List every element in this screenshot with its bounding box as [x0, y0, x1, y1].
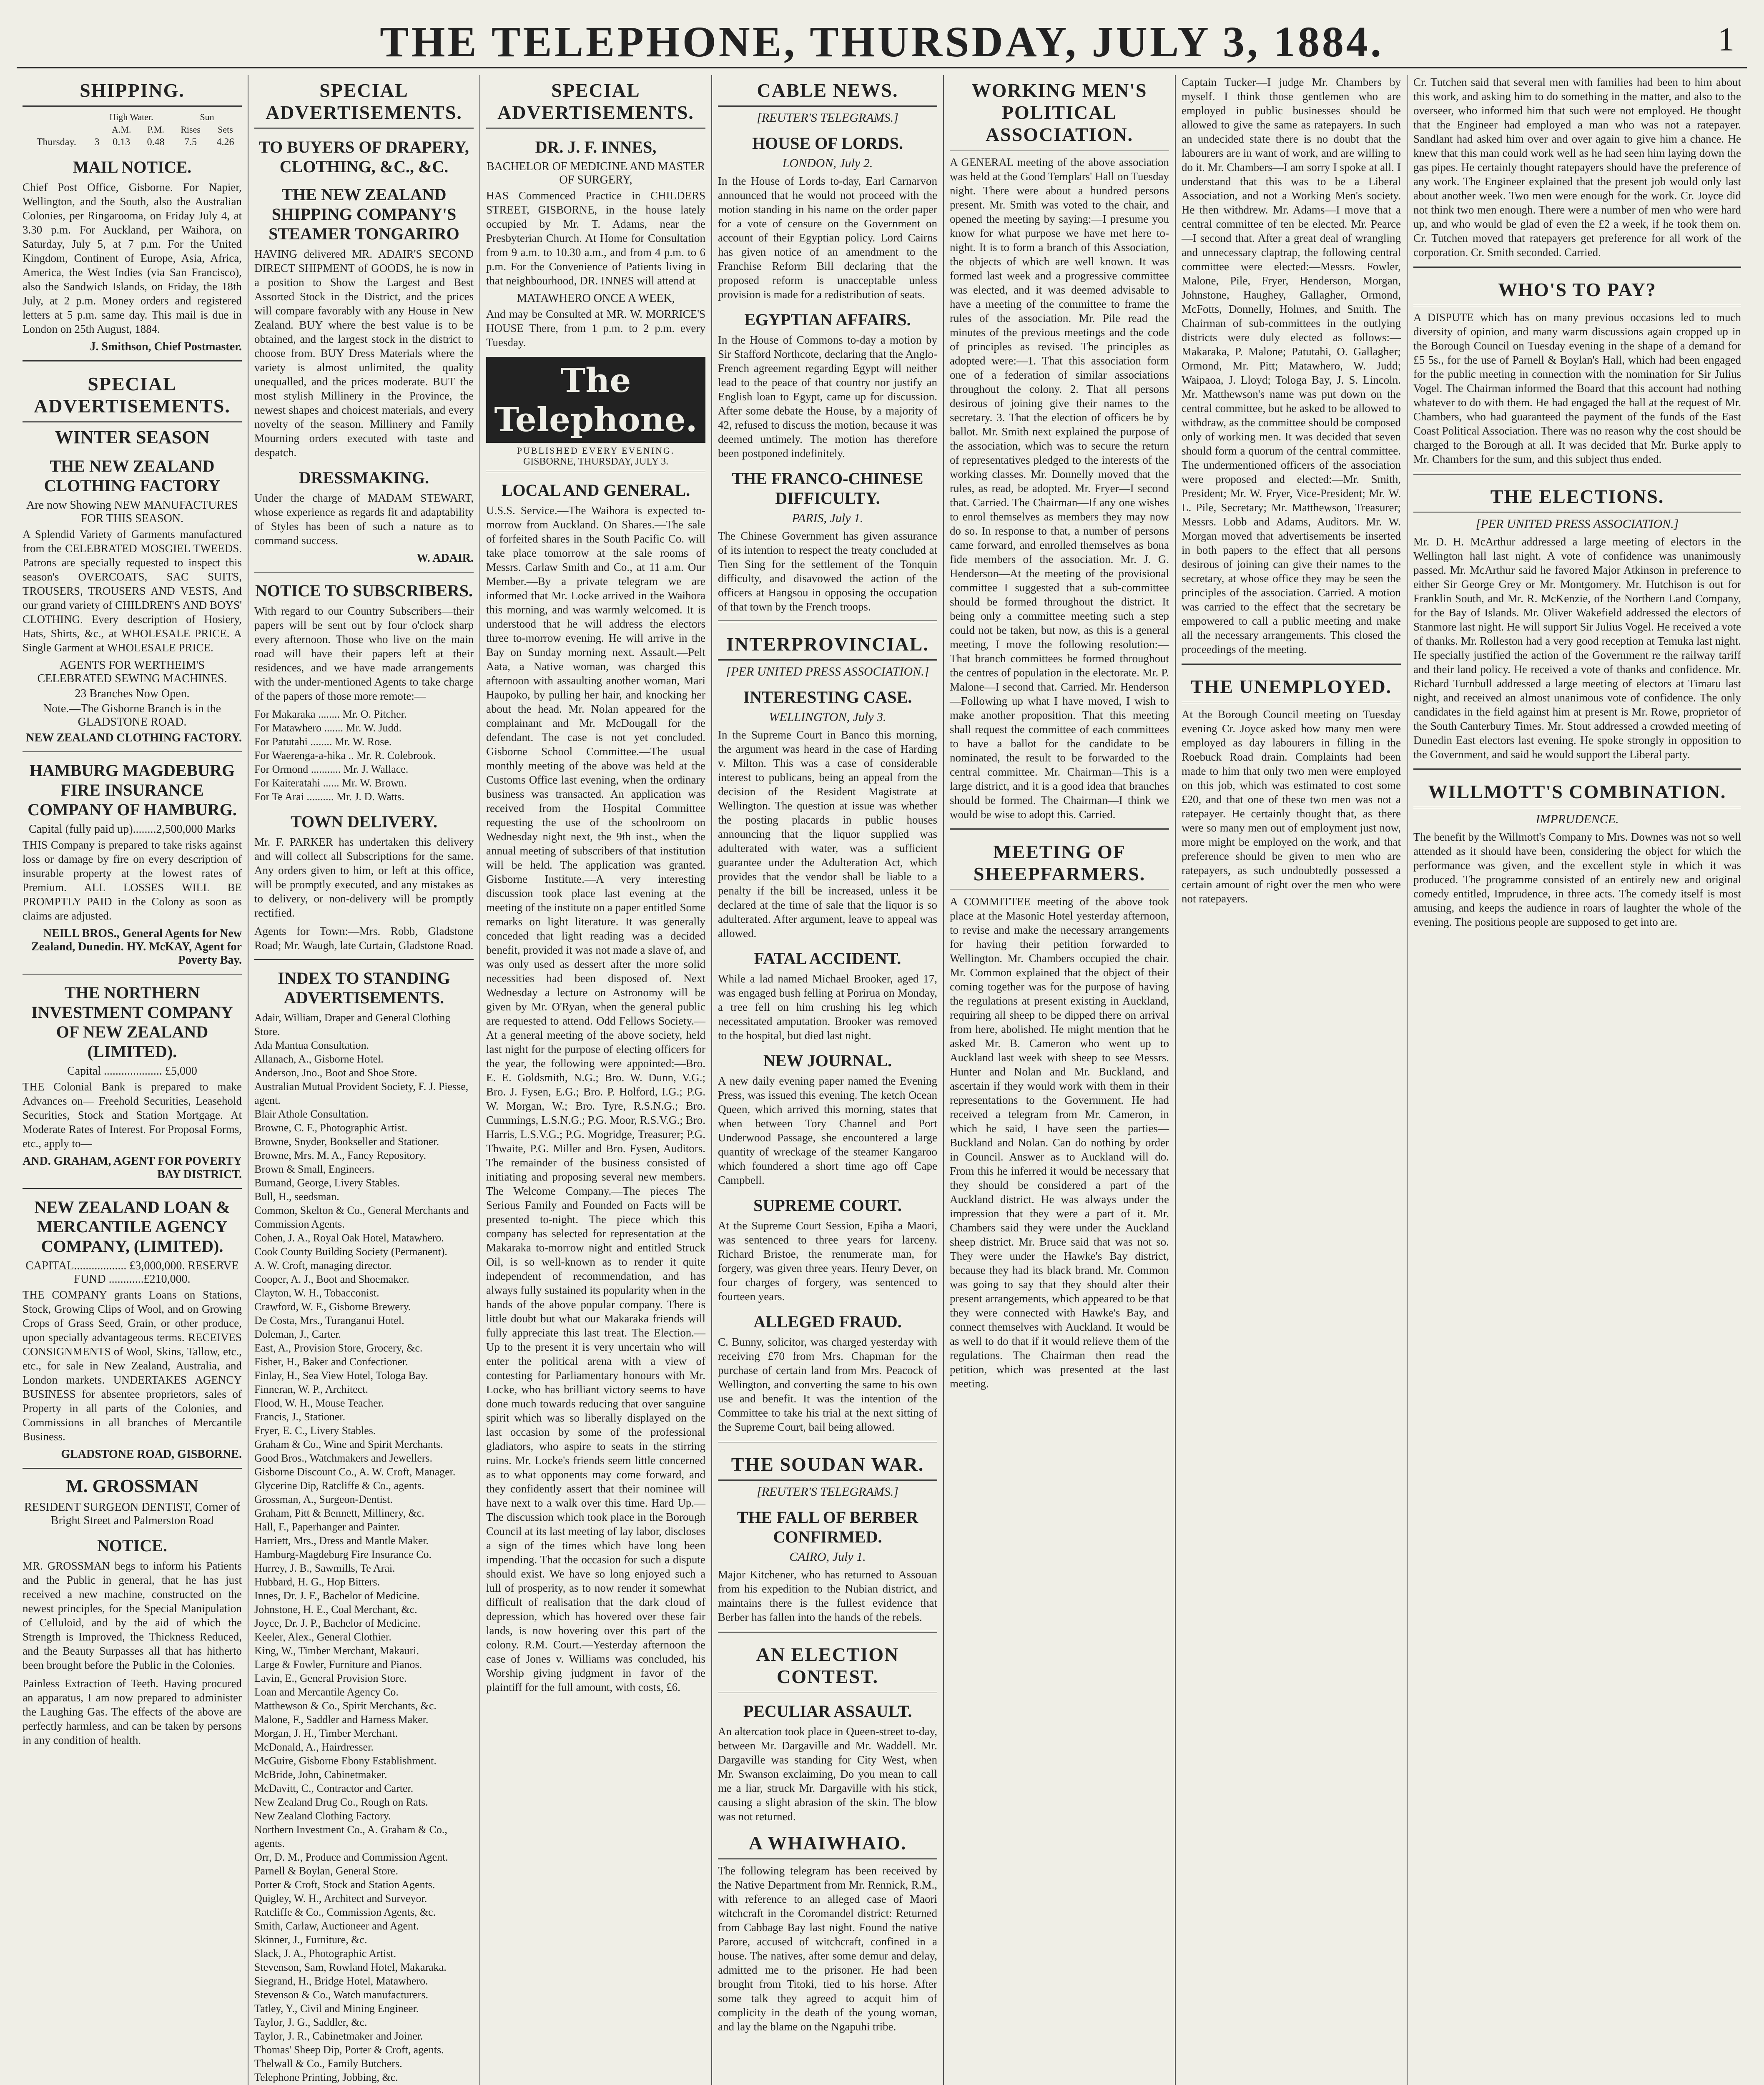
dressmaking-text: Under the charge of MADAM STEWART, whose experience as regards fit and adaptability of Styles has been of such a nature as to command success. [254, 492, 474, 547]
franco-heading: THE FRANCO-CHINESE DIFFICULTY. [732, 469, 923, 507]
divider [718, 620, 937, 622]
divider [1182, 663, 1401, 665]
whos-to-pay-heading: WHO'S TO PAY? [1413, 274, 1741, 306]
tide-header-sun: Sun [200, 112, 214, 122]
steamer-text: HAVING delivered MR. ADAIR'S SECOND DIRECT SHIPMENT of GOODS, he is now in a position to Show the Largest and Best Assorted Stock in the District, and the prices will compare favorably with any House in New Zealand. BUY where the best value is to be obtained, and the largest stock in the district to choose from. BUY Dress Materials where the variety is almost unlimited, the quality unequalled, and the prices moderate. BUT the most stylish Millinery in the Province, the newest shapes and choicest materials, and every novelty of the season. Millinery and Family Mourning orders executed with taste and despatch. [254, 248, 474, 459]
divider [950, 828, 1169, 830]
tide-cell: 0.48 [147, 137, 165, 148]
tide-col: A.M. [112, 124, 131, 135]
lords-text: In the House of Lords to-day, Earl Carnarvon announced that he would not proceed with the motion standing in his name on the order paper for a vote of censure on the Government on account of their Egyptian policy. Lord Cairns has given notice of an amendment to the Franchise Reform Bill declaring that the proposed reform is unacceptable unless provision is made for a redistribution of seats. [718, 175, 937, 301]
subscribers-text: With regard to our Country Subscribers—their papers will be sent out by four o'clock sharp every afternoon. Those who live on the main road will have their papers left at their residences, and we have made arrangements with the under-mentioned Agents to take charge of the papers of those more remote:— [254, 605, 474, 702]
nz-clothing-note: Note.—The Gisborne Branch is in the GLADSTONE ROAD. [43, 702, 221, 728]
divider [1413, 266, 1741, 268]
fraud-text: C. Bunny, solicitor, was charged yesterday with receiving £70 from Mrs. Chapman for the purchase of certain land from Mrs. Peacock of Wellington, and converting the same to his own use and benefit. It was the intention of the Committee to take his trial at the next sitting of the Supreme Court, bail being allowed. [718, 1336, 937, 1433]
notice-heading: NOTICE. [97, 1536, 167, 1555]
list-item: Adair, William, Draper and General Clothing Store. [254, 1012, 451, 1037]
column-7 [1408, 75, 1747, 2085]
working-men-continued-text: Captain Tucker—I judge Mr. Chambers by myself. I think those gentlemen who are employed in public businesses should be allowed to give the same as ratepayers. In such an undecided state there is no doubt that the labourers are in want of work, and are willing to do it. Mr. Chambers—I am sorry I spoke at all. I understand that this was to be a Liberal Association, and not a Working Men's society. He then withdrew. Mr. Adams—I move that a central committee of ten be elected. Mr. Pearce—I second that. After a great deal of wrangling and unnecessary claptrap, the following central committee were elected:—Messrs. Fowler, Malone, Pile, Fryer, Henderson, Morgan, Johnstone, Haughey, Gallagher, Ormond, McFotts, Donnelly, Holmes, and Smith. The Chairman of sub-committees in the outlying districts were duly elected as follows:—Makaraka, P. Malone; Patutahi, O. Gallagher; Ormond, Mr. Pitt; Matawhero, W. Judd; Waipaoa, J. Lloyd; Tologa Bay, J. S. Lincoln. Mr. Matthewson's name was put down on the central committee, but he asked to be allowed to withdraw, as the committee should be composed only of working men. It was decided that seven should form a quorum of the central committee. The undermentioned officers of the association were proposed and elected:—Mr. Smith, President; Mr. W. Fryer, Vice-President; Mr. W. L. Pile, Secretary; Mr. Matthewson, Treasurer; Messrs. Lobb and Adams, Auditors. Mr. W. Morgan moved that advertisements be inserted in both papers to the effect that all persons desirous of joining can give their names to the secretary, at whose office they may be seen the principles of the association. Carried. A motion was carried to the effect that the secretary be empowered to call a public meeting and make all the necessary arrangements. This closed the proceedings of the meeting. [1182, 76, 1401, 656]
list-item: King, W., Timber Merchant, Makauri. [254, 1645, 419, 1657]
elections-heading: THE ELECTIONS. [1413, 481, 1741, 513]
list-item: McBride, John, Cabinetmaker. [254, 1768, 387, 1781]
tide-cell: Thursday. [36, 137, 76, 148]
innes-text: HAS Commenced Practice in CHILDERS STREET, GISBORNE, in the house lately occupied by Mr. T. Adams, near the Presbyterian Church. At Home for Consultation from 9 a.m. to 10.30 a.m., and from 4 p.m. to 6 p.m. For the Convenience of Patients living in that neighbourhood, DR. INNES will attend at [486, 189, 705, 287]
interprovincial-source: [PER UNITED PRESS ASSOCIATION.] [726, 665, 929, 678]
column-5 [944, 75, 1176, 2085]
list-item: For Ormond ........... Mr. J. Wallace. [254, 763, 409, 775]
list-item: Taylor, J. R., Cabinetmaker and Joiner. [254, 2030, 423, 2042]
whaiwhaio-text: The following telegram has been received by the Native Department from Mr. Rennick, R.M., with reference to an alleged case of Maori witchcraft in the Coromandel district: Returned from Cabbage Bay last night. Found the native Parore, accused of witchcraft, confined in a house. The natives, after some demur and delay, admitted me to the prisoner. He had been brought from Titoki, tied to his horse. After some talk they agreed to acquit him of complicity in the death of the young woman, and lay the blame on the Ngapuhi tribe. [718, 1864, 937, 2033]
nzloan-heading: NEW ZEALAND LOAN & MERCANTILE AGENCY COMPANY, (LIMITED). [34, 1198, 230, 1256]
list-item: Stevenson, Sam, Rowland Hotel, Makaraka. [254, 1961, 447, 1973]
list-item: East, A., Provision Store, Grocery, &c. [254, 1342, 423, 1354]
nz-clothing-agents: AGENTS FOR WERTHEIM'S CELEBRATED SEWING MACHINES. [37, 659, 227, 685]
fatal-text: While a lad named Michael Brooker, aged 17, was engaged bush felling at Porirua on Monday, a tree fell on him crushing his leg which necessitated amputation. Brooker was removed to the hospital, but died last night. [718, 972, 937, 1042]
divider [23, 974, 242, 975]
subscribers-heading: NOTICE TO SUBSCRIBERS. [255, 581, 473, 600]
divider [1413, 473, 1741, 475]
tide-cell: 3 [94, 137, 100, 148]
list-item: Slack, J. A., Photographic Artist. [254, 1947, 396, 1959]
journal-heading: NEW JOURNAL. [763, 1051, 892, 1070]
list-item: McGuire, Gisborne Ebony Establishment. [254, 1755, 437, 1767]
list-item: For Kaiteratahi ...... Mr. W. Brown. [254, 777, 407, 789]
whaiwhaio-heading: A WHAIWHAIO. [718, 1828, 937, 1859]
whos-to-pay-text: A DISPUTE which has on many previous occasions led to much diversity of opinion, and many warm discussions again cropped up in the Borough Council on Tuesday evening in the shape of a demand for £5 5s., for the use of Parnell & Boylan's Hall, which had been engaged for the public meeting in connection with the nomination for Sir Julius Vogel. The Chairman informed the Board that this account had nothing whatever to do with them. He had engaged the hall at the request of Mr. Chambers, who had guaranteed the payment of the funds of the East Coast Political Association. There was no reason why the cost should be charged to the Borough at all. It was decided that Mr. Burke apply to Mr. Chambers for the sum, and this subject thus ended. [1413, 311, 1741, 465]
innes-heading: DR. J. F. INNES, [535, 138, 657, 156]
list-item: Bull, H., seedsman. [254, 1191, 339, 1203]
nz-clothing-text: A Splendid Variety of Garments manufactured from the CELEBRATED MOSGIEL TWEEDS. Patrons are specially requested to inspect this season's OVERCOATS, SAC SUITS, TROUSERS, TROUSERS AND VESTS, And our grand variety of CHILDREN'S AND BOYS' CLOTHING. Every description of Hosiery, Hats, Shirts, &c., at WHOLESALE PRICE. A Single Garment at WHOLESALE PRICE. [23, 528, 242, 654]
list-item: Smith, Carlaw, Auctioneer and Agent. [254, 1920, 419, 1932]
list-item: Cooper, A. J., Boot and Shoemaker. [254, 1273, 409, 1285]
divider [254, 959, 474, 960]
list-item: For Patutahi ........ Mr. W. Rose. [254, 736, 392, 748]
list-item: Quigley, W. H., Architect and Surveyor. [254, 1892, 427, 1904]
list-item: New Zealand Drug Co., Rough on Rats. [254, 1796, 428, 1808]
lords-heading: HOUSE OF LORDS. [752, 134, 903, 153]
list-item: Skinner, J., Furniture, &c. [254, 1934, 367, 1946]
page-number: 1 [1718, 21, 1734, 58]
list-item: Graham & Co., Wine and Spirit Merchants. [254, 1438, 443, 1450]
working-men-text: A GENERAL meeting of the above association was held at the Good Templars' Hall on Tuesday night. There were about a hundred persons present. Mr. Smith was voted to the chair, and opened the meeting by saying:—I presume you know for what purpose we have met here to-night. It is to form a branch of this Association, the objects of which are well known. It was formed last week and a progressive committee was elected, and it was deemed advisable to have a meeting of the committee to frame the rules of the association. Mr. Pile read the minutes of the previous meetings and the code of principles as revised. The principles as adopted were:—1. That this association form one of a federation of similar associations throughout the colony. 2. That all persons desirous of joining give their names to the secretary. 3. That the election of officers be by ballot. Mr. Smith next explained the purpose of the association, which was to secure the return of representatives pledged to the interests of the working classes. Mr. Donnelly moved that the rules, as read, be adopted. Mr. Fryer—I second that. Carried. The Chairman—If any one wishes to enrol themselves as members they may now do so. In response to that, a number of persons came forward, and enrolled themselves as bona fide members of the association. Mr. J. G. Henderson—At the meeting of the provisional committee I suggested that a sub-committee should be formed throughout the district. It being only a committee meeting such a step could not be taken, but now, as this is a general meeting, I move the following resolution:—That branch committees be formed throughout the centres of population in the electorate. Mr. P. Malone—I second that. Carried. Mr. Henderson—Following up what I have moved, I wish to make another proposition. That this meeting shall request the committee of each committees to have a ballot for the candidate to be nominated, the result to be forwarded to the central committee. Mr. Chairman—This is a large district, and it is a good idea that branches should be formed. The Chairman—I think we would be wise to adopt this. Carried. [950, 156, 1169, 821]
mail-notice-signature: J. Smithson, Chief Postmaster. [90, 340, 242, 353]
list-item: Lavin, E., General Provision Store. [254, 1672, 407, 1684]
list-item: Flood, W. H., Mouse Teacher. [254, 1397, 384, 1409]
list-item: New Zealand Clothing Factory. [254, 1810, 391, 1822]
nzloan-signature: GLADSTONE ROAD, GISBORNE. [61, 1448, 242, 1461]
agents-list [254, 707, 474, 804]
list-item: Harriett, Mrs., Dress and Mantle Maker. [254, 1535, 429, 1547]
list-item: For Matawhero ....... Mr. W. Judd. [254, 722, 402, 734]
interesting-text: In the Supreme Court in Banco this morning, the argument was heard in the case of Harding v. Milton. This was a case of considerable interest to publicans, being an appeal from the decision of the Resident Magistrate at Wellington. The question at issue was whether the posting placards in public houses announcing that the liquor supplied was adulterated with water, was a sufficient guarantee under the Adulteration Act, which provides that the vendor shall be liable to a penalty if the bill be increased, unless it be declared at the time of sale that the liquor is so adulterated. After argument, leave to appeal was allowed. [718, 728, 937, 940]
tide-header-high-water: High Water. [109, 112, 153, 122]
soudan-source: [REUTER'S TELEGRAMS.] [757, 1485, 898, 1499]
nzloan-text: THE COMPANY grants Loans on Stations, Stock, Growing Clips of Wool, and on Growing Crops of Grass Seed, Grain, or other produce, upon specially advantageous terms. RECEIVES CONSIGNMENTS of Wool, Skins, Tallow, etc., etc., for sale in New Zealand, Australia, and London markets. UNDERTAKES AGENCY BUSINESS for absentee proprietors, sales of Property in all parts of the Colonies, and Commissions in all branches of Mercantile Business. [23, 1289, 242, 1443]
list-item: Allanach, A., Gisborne Hotel. [254, 1053, 384, 1065]
list-item: Orr, D. M., Produce and Commission Agent. [254, 1851, 448, 1863]
hamburg-heading: HAMBURG MAGDEBURG FIRE INSURANCE COMPANY OF HAMBURG. [28, 761, 237, 819]
franco-text: The Chinese Government has given assurance of its intention to respect the treaty concluded at Tien Sing for the settlement of the Tonquin difficulty, and disavowed the action of the officers at Hangsou in opposing the occupation of that town by the French troops. [718, 530, 937, 613]
list-item: Finneran, W. P., Architect. [254, 1383, 368, 1395]
list-item: Siegrand, H., Bridge Hotel, Matawhero. [254, 1975, 428, 1987]
northern-signature: AND. GRAHAM, AGENT FOR POVERTY BAY DISTRICT. [23, 1155, 242, 1181]
list-item: Ada Mantua Consultation. [254, 1039, 369, 1051]
list-item: Hurrey, J. B., Sawmills, Te Arai. [254, 1562, 395, 1574]
list-item: Browne, Mrs. M. A., Fancy Repository. [254, 1149, 427, 1161]
list-item: Thomas' Sheep Dip, Porter & Croft, agents. [254, 2044, 444, 2056]
list-item: Hamburg-Magdeburg Fire Insurance Co. [254, 1548, 432, 1560]
interprovincial-heading: INTERPROVINCIAL. [718, 629, 937, 661]
list-item: Large & Fowler, Furniture and Pianos. [254, 1658, 422, 1671]
hamburg-capital: Capital (fully paid up)........2,500,000 Marks [28, 823, 236, 836]
list-item: De Costa, Mrs., Turanganui Hotel. [254, 1314, 404, 1326]
hamburg-signature: NEILL BROS., General Agents for New Zealand, Dunedin. HY. McKAY, Agent for Poverty Bay. [31, 927, 242, 967]
list-item: Thelwall & Co., Family Butchers. [254, 2057, 402, 2070]
divider [718, 1441, 937, 1442]
list-item: Cook County Building Society (Permanent). [254, 1246, 447, 1258]
list-item: Clayton, W. H., Tobacconist. [254, 1287, 379, 1299]
election-text: An altercation took place in Queen-street to-day, between Mr. Dargaville and Mr. Waddell. Mr. Dargaville was standing for City West, when Mr. Swanson exclaiming, Do you mean to call me a liar, struck Mr. Dargaville with his stick, causing a slight abrasion of the skin. The blow was not returned. [718, 1725, 937, 1823]
town-agents-text: Agents for Town:—Mrs. Robb, Gladstone Road; Mr. Waugh, late Curtain, Gladstone Road. [254, 925, 474, 952]
nz-clothing-heading: THE NEW ZEALAND CLOTHING FACTORY [44, 457, 221, 495]
list-item: Telephone Printing, Jobbing, &c. [254, 2071, 398, 2083]
list-item: Porter & Croft, Stock and Station Agents. [254, 1879, 435, 1891]
list-item: Keeler, Alex., General Clothier. [254, 1631, 391, 1643]
dressmaking-signature: W. ADAIR. [417, 552, 474, 565]
elections-text: Mr. D. H. McArthur addressed a large meeting of electors in the Wellington hall last night. A vote of confidence was unanimously passed. Mr. McArthur said he favored Major Atkinson in preference to either Sir George Grey or Mr. Montgomery. Mr. Hutchison is out for Franklin South, and Mr. R. McKenzie, of the Northern Land Company, for the Bay of Islands. Mr. Oliver Wakefield addressed the electors of Stanmore last night. He will support Sir Julius Vogel. He received a vote of thanks. Mr. Rolleston had a very good reception at Temuka last night. He specially justified the action of the Government re the railway tariff and their land policy. He received a vote of thanks and confidence. Mr. Richard Turnbull addressed a large meeting of electors at Timaru last night, and received an almost unanimous vote of confidence. The only candidates in the field against him at present is Mr. Rowe, proprietor of the South Canterbury Times. Mr. Stout addressed a crowded meeting of Dunedin East electors last evening. He spoke strongly in opposition to the Government, and said he would support the Liberal party. [1413, 535, 1741, 761]
list-item: Anderson, Jno., Boot and Shoe Store. [254, 1067, 417, 1079]
journal-text: A new daily evening paper named the Evening Press, was issued this evening. The ketch Ocean Queen, which arrived this morning, states that when between Tory Channel and Port Underwood Passage, she encountered a large quantity of wreckage of the steamer Kangaroo which foundered a short time ago off Cape Campbell. [718, 1075, 937, 1186]
tide-col: Sets [218, 124, 233, 135]
list-item: Burnand, George, Livery Stables. [254, 1177, 400, 1189]
index-heading: INDEX TO STANDING ADVERTISEMENTS. [278, 969, 450, 1007]
nz-clothing-branches: 23 Branches Now Open. [75, 687, 190, 700]
berber-heading: THE FALL OF BERBER CONFIRMED. [737, 1508, 918, 1546]
special-ads-heading: SPECIAL ADVERTISEMENTS. [23, 369, 242, 422]
column-4 [712, 75, 944, 2085]
column-1 [17, 75, 248, 2085]
list-item: Malone, F., Saddler and Harness Maker. [254, 1713, 429, 1726]
list-item: Parnell & Boylan, General Store. [254, 1865, 399, 1877]
innes-place: MATAWHERO ONCE A WEEK, [517, 292, 675, 305]
list-item: Graham, Pitt & Bennett, Millinery, &c. [254, 1507, 424, 1519]
egypt-heading: EGYPTIAN AFFAIRS. [744, 310, 911, 329]
soudan-heading: THE SOUDAN WAR. [718, 1449, 937, 1481]
index-list [254, 1011, 474, 2085]
newspaper-logo: The Telephone. [486, 357, 705, 443]
list-item: Fryer, E. C., Livery Stables. [254, 1424, 376, 1437]
list-item: Grossman, A., Surgeon-Dentist. [254, 1493, 393, 1505]
interesting-heading: INTERESTING CASE. [743, 688, 912, 706]
divider [23, 360, 242, 362]
list-item: Gisborne Discount Co., A. W. Croft, Manager. [254, 1466, 456, 1478]
divider [23, 751, 242, 752]
willmott-heading: WILLMOTT'S COMBINATION. [1413, 776, 1741, 808]
innes-sub: BACHELOR OF MEDICINE AND MASTER OF SURGERY, [486, 160, 705, 186]
cable-source: [REUTER'S TELEGRAMS.] [757, 111, 898, 125]
list-item: Morgan, J. H., Timber Merchant. [254, 1727, 398, 1739]
divider [718, 1631, 937, 1633]
unemployed-continued-text: Cr. Tutchen said that several men with families had been to him about this work, and asking him to do something in the matter, and also to the overseer, who informed him that such were not employed. He thought that the Engineer had employed a man who was not a ratepayer. Sandlant had asked him over and over again to give him a chance. He knew that this man could work well as he had seen him laying down the gas pipes. He certainly thought ratepayers should have the preference of any work. The Engineer explained that the present job would only last about another week. Two men were enough for the work. Cr. Joyce did not think two men enough. There were a number of men who were hard up, and who would be glad of even the £2 a week, if he took them on. Cr. Tutchen moved that ratepayers get preference for all work of the corporation. Cr. Smith seconded. Carried. [1413, 76, 1741, 259]
list-item: For Waerenga-a-hika .. Mr. R. Colebrook. [254, 749, 436, 761]
list-item: Joyce, Dr. J. P., Bachelor of Medicine. [254, 1617, 421, 1629]
innes-text-2: And may be Consulted at MR. W. MORRICE'S HOUSE There, from 1 p.m. to 2 p.m. every Tuesday. [486, 308, 705, 349]
lords-dateline: LONDON, July 2. [782, 156, 873, 170]
grossman-sub: RESIDENT SURGEON DENTIST, Corner of Bright Street and Palmerston Road [24, 1501, 240, 1527]
painless-text: Painless Extraction of Teeth. Having procured an apparatus, I am now prepared to administer the Laughing Gas. The effects of the above are perfectly harmless, and can be taken by persons in any condition of health. [23, 1677, 242, 1746]
sheepfarmers-heading: MEETING OF SHEEPFARMERS. [950, 837, 1169, 890]
list-item: For Te Arai .......... Mr. J. D. Watts. [254, 791, 404, 803]
list-item: Stevenson & Co., Watch manufacturers. [254, 1989, 428, 2001]
list-item: A. W. Croft, managing director. [254, 1259, 392, 1271]
dressmaking-heading: DRESSMAKING. [299, 468, 429, 487]
fatal-heading: FATAL ACCIDENT. [754, 949, 901, 968]
special-ads-heading: SPECIAL ADVERTISEMENTS. [486, 75, 705, 129]
list-item: Blair Athole Consultation. [254, 1108, 369, 1120]
list-item: For Makaraka ........ Mr. O. Pitcher. [254, 708, 407, 720]
tide-col: P.M. [147, 124, 164, 135]
tide-table [23, 111, 242, 149]
election-sub: PECULIAR ASSAULT. [743, 1702, 912, 1721]
table-row [23, 136, 242, 149]
tide-cell: 7.5 [184, 137, 197, 148]
fraud-heading: ALLEGED FRAUD. [753, 1312, 902, 1331]
list-item: Finlay, H., Sea View Hotel, Tologa Bay. [254, 1369, 428, 1382]
unemployed-text: At the Borough Council meeting on Tuesday evening Cr. Joyce asked how many men were employed as day labourers in filling in the Roebuck Road drain. Complaints had been made to him that only two men were employed on this job, which was estimated to cost some £20, and that one of these two men was not a ratepayer. He certainly thought that, as there were so many men out of employment just now, more might be employed on the work, and that preference should be given to men who are ratepayers, as such undoubtedly possessed a certain amount of right over the men who were not ratepayers. [1182, 708, 1401, 905]
northern-text: THE Colonial Bank is prepared to make Advances on— Freehold Securities, Leasehold Securities, Stock and Station Mortgage. At Moderate Rates of Interest. For Proposal Forms, etc., apply to— [23, 1080, 242, 1150]
northern-capital: Capital .................... £5,000 [67, 1065, 197, 1078]
egypt-text: In the House of Commons to-day a motion by Sir Stafford Northcote, declaring that the Anglo-French agreement regarding Egypt will neither lead to the peace of that country nor justify an English loan to Egypt, came up for discussion. After some debate the House, by a majority of 42, refused to discuss the motion, because it was deemed untimely. The motion has therefore been postponed indefinitely. [718, 334, 937, 460]
list-item: Good Bros., Watchmakers and Jewellers. [254, 1452, 433, 1464]
working-men-heading: WORKING MEN'S POLITICAL ASSOCIATION. [950, 75, 1169, 151]
notice-text: MR. GROSSMAN begs to inform his Patients and the Public in general, that he has just received a new machine, constructed on the newest principles, for the Special Manipulation of Celluloid, and by the aid of which the Strength is Improved, the Thickness Reduced, and the Beauty Surpasses all that has hitherto been brought before the Public in the Colonies. [23, 1560, 242, 1671]
hamburg-text: THIS Company is prepared to take risks against loss or damage by fire on every description of insurable property at the lowest rates of Premium. ALL LOSSES WILL BE PROMPTLY PAID in the Colony as soon as claims are adjusted. [23, 839, 242, 922]
mail-notice-text: Chief Post Office, Gisborne. For Napier, Wellington, and the South, also the Australian Colonies, per Ringarooma, on Friday July 4, at 3.30 p.m. For Auckland, per Waihora, on Saturday, July 5, at 7 p.m. For the United Kingdom, Continent of Europe, Asia, Africa, America, the West Indies (via San Francisco), also the Sandwich Islands, on Friday, the 18th July, at 2 p.m. Money orders and registered letters at 5 p.m. same day. This mail is due in London on 25th August, 1884. [23, 181, 242, 335]
supreme-heading: SUPREME COURT. [753, 1196, 902, 1215]
list-item: Johnstone, H. E., Coal Merchant, &c. [254, 1603, 417, 1615]
column-6 [1176, 75, 1408, 2085]
shipping-heading: SHIPPING. [23, 75, 242, 107]
column-2 [248, 75, 480, 2085]
list-item: Glycerine Dip, Ratcliffe & Co., agents. [254, 1480, 424, 1492]
willmott-text: The benefit by the Willmott's Company to Mrs. Downes was not so well attended as it should have been, considering the object for which the performance was given, and the excellent style in which it was produced. The programme consisted of an entirely new and original comedy entitled, Imprudence, in three acts. The comedy itself is most amusing, and keeps the audience in roars of laughter the whole of the evening. The positions people are supposed to get into are. [1413, 831, 1741, 928]
divider [254, 572, 474, 573]
list-item: Francis, J., Stationer. [254, 1411, 346, 1423]
local-general-text: U.S.S. Service.—The Waihora is expected to-morrow from Auckland. On Shares.—The sale of forfeited shares in the South Pacific Co. will take place tomorrow at the sale rooms of Messrs. Carlaw Smith and Co., at 11 a.m. Our Member.—By a private telegram we are informed that Mr. Locke arrived in the Waihora this morning, and was warmly welcomed. It is understood that he will address the electors three to-morrow evening. He will arrive in the Bay on Sunday morning next. Assault.—Pelt Aata, a Native woman, was charged this afternoon with assaulting another woman, Mari Haupoko, by pulling her hair, and knocking her about the head. Mr. Nolan appeared for the complainant and Mr. McDougall for the defendant. The case is not yet concluded. Gisborne School Committee.—The usual monthly meeting of the above was held at the Customs Office last evening, when the ordinary business was transacted. An application was received from the Hospital Committee requesting the use of the schoolroom on Wednesday night next, the 9th inst., when the annual meeting of subscribers of that institution will be held. The application was granted. Gisborne Institute.—A very interesting discussion took place last evening at the meeting of the institute on a paper entitled Some remarks on light literature. It was generally conceded that light reading was a decided benefit, provided it was not made a slave of, and was only used as dessert after the more solid necessities had been disposed of. Next Wednesday a lecture on Astronomy will be given by Mr. O'Ryan, when the general public are requested to attend. Odd Fellows Society.—At a general meeting of the above society, held last night for the purpose of electing officers for the year, the following were appointed:—Bro. E. E. Goldsmith, N.G.; Bro. W. Dunn, V.G.; Bro. J. Fysen, E.G.; Bro. P. Holford, I.G.; P.G. W. Morgan, W.; Bro. Tyre, R.S.N.G.; Bro. Cummings, L.S.N.G.; P.G. Moor, R.S.V.G.; Bro. Harris, L.S.V.G.; P.G. Mogridge, Treasurer; P.G. Thwaite, P.G. Miller and Bro. Fysen, Auditors. The remainder of the business consisted of initiating and proposing several new members. The Welcome Company.—The pieces The Serious Family and Founded on Facts will be presented to-night. The piece which this company has selected for representation at the Makaraka to-morrow night and entitled Struck Oil, is so well-known as to render it quite independent of recommendation, and has always fully sustained its popularity when in the hands of the above popular company. There is little doubt but what our Makaraka friends will fully appreciate this last treat. The Election.—Up to the present it is very uncertain who will enter the political arena with a view of contesting for Parliamentary honours with Mr. Locke, who has brilliant victory seems to have done much towards reducing that over sanguine spirit which was so liberally displayed on the last occasion by some of the professional gladiators, who aspire to seats in the stirring ruins. Mr. Locke's friends seem little concerned as to what opponents may come forward, and they confidently assert that their nominee will have next to a walk over this time. Hard Up.—The discussion which took place in the Borough Council at its last meeting of lay labor, discloses a sign of the times which have long been impending. That the occasion for such a dispute should exist. We have so long enjoyed such a lull of prosperity, as to now render it somewhat difficult of realisation that the dark cloud of depression, which has hovered over these fair lands, is now hovering over this part of the colony. R.M. Court.—Yesterday afternoon the case of Jones v. Williams was concluded, his Worship giving judgment in favor of the plaintiff for the full amount, with costs, £6. [486, 504, 705, 1693]
nz-clothing-signature: NEW ZEALAND CLOTHING FACTORY. [26, 731, 242, 744]
elections-source: [PER UNITED PRESS ASSOCIATION.] [1475, 517, 1679, 531]
column-3 [480, 75, 712, 2085]
election-contest-heading: AN ELECTION CONTEST. [718, 1639, 937, 1693]
list-item: Crawford, W. F., Gisborne Brewery. [254, 1301, 411, 1313]
cable-news-heading: CABLE NEWS. [718, 75, 937, 107]
list-item: Northern Investment Co., A. Graham & Co., agents. [254, 1824, 447, 1849]
grossman-heading: M. GROSSMAN [66, 1476, 198, 1496]
mail-notice-heading: MAIL NOTICE. [73, 158, 192, 176]
list-item: Matthewson & Co., Spirit Merchants, &c. [254, 1700, 437, 1712]
logo-subtitle: PUBLISHED EVERY EVENING. [517, 445, 675, 456]
list-item: Hubbard, H. G., Hop Bitters. [254, 1576, 380, 1588]
drapery-heading: TO BUYERS OF DRAPERY, CLOTHING, &C., &C. [259, 138, 469, 176]
winter-season-heading: WINTER SEASON [55, 427, 210, 447]
list-item: Brown & Small, Engineers. [254, 1163, 375, 1175]
nz-clothing-sub: Are now Showing NEW MANUFACTURES FOR THIS SEASON. [26, 499, 238, 525]
list-item: Hall, F., Paperhanger and Painter. [254, 1521, 400, 1533]
list-item: McDonald, A., Hairdresser. [254, 1741, 374, 1753]
northern-heading: THE NORTHERN INVESTMENT COMPANY OF NEW ZEALAND (LIMITED). [31, 983, 233, 1061]
list-item: Australian Mutual Provident Society, F. J. Piesse, agent. [254, 1080, 469, 1106]
berber-text: Major Kitchener, who has returned to Assouan from his expedition to the Nubian district, and maintains there is the fullest evidence that Berber has fallen into the hands of the rebels. [718, 1568, 937, 1623]
list-item: McDavitt, C., Contractor and Carter. [254, 1782, 414, 1794]
steamer-heading: THE NEW ZEALAND SHIPPING COMPANY'S STEAMER TONGARIRO [268, 185, 459, 243]
divider [23, 1468, 242, 1469]
list-item: Browne, C. F., Photographic Artist. [254, 1122, 407, 1134]
franco-dateline: PARIS, July 1. [792, 511, 863, 525]
list-item: Browne, Snyder, Bookseller and Stationer. [254, 1135, 439, 1148]
list-item: Ratcliffe & Co., Commission Agents, &c. [254, 1906, 436, 1918]
masthead-title: THE TELEPHONE, THURSDAY, JULY 3, 1884. [380, 18, 1384, 66]
tide-col: Rises [181, 124, 201, 135]
list-item: Tatley, Y., Civil and Mining Engineer. [254, 2002, 419, 2015]
unemployed-heading: THE UNEMPLOYED. [1182, 671, 1401, 703]
town-delivery-text: Mr. F. PARKER has undertaken this delivery and will collect all Subscriptions for the same. Any orders given to him, or left at this office, will be promptly executed, and any mistakes as to delivery, or non-delivery will be promptly rectified. [254, 836, 474, 919]
interesting-dateline: WELLINGTON, July 3. [769, 710, 886, 724]
nzloan-capital: CAPITAL.................. £3,000,000. RESERVE FUND ............£210,000. [25, 1259, 239, 1286]
willmott-sub: IMPRUDENCE. [1536, 812, 1619, 826]
list-item: Doleman, J., Carter. [254, 1328, 341, 1340]
list-item: Common, Skelton & Co., General Merchants and Commission Agents. [254, 1204, 469, 1230]
divider [1413, 768, 1741, 770]
local-general-heading: LOCAL AND GENERAL. [501, 481, 690, 500]
list-item: Cohen, J. A., Royal Oak Hotel, Matawhero. [254, 1232, 444, 1244]
town-delivery-heading: TOWN DELIVERY. [290, 812, 438, 831]
sheepfarmers-text: A COMMITTEE meeting of the above took place at the Masonic Hotel yesterday afternoon, to revise and make the necessary arrangements for having their petition forwarded to Wellington. Mr. Chambers occupied the chair. Mr. Common explained that the object of their coming together was for the purpose of having the regulations at present existing in Auckland, requiring all sheep to be dipped there on arrival from here, abolished. He might mention that he asked Mr. B. Cameron who went up to Auckland last week with sheep to see Messrs. Hunter and Nolan and Mr. Buckland, and ascertain if they would work with them in their representations to the Government. He had received a telegram from Mr. Cameron, in which he said, I have seen the parties—Buckland and Nolan. Can do nothing by order in Council. Answer as to Auckland will do. From this he inferred it would be necessary that they should be considered a part of the Auckland district. He was always under the impression that they were a part of it. Mr. Chambers said they were under the Auckland sheep district. Mr. Bruce said that was not so. They were under the Hawke's Bay district, because they had its black brand. Mr. Common was going to say that they should alter their present arrangements, which appeared to be that they were connected with Hawke's Bay, and connect themselves with Auckland. It would be as well to do that if it would relieve them of the regulations. The Chairman then read the petition, which was presented at the last meeting. [950, 895, 1169, 1390]
divider [23, 1188, 242, 1189]
list-item: Innes, Dr. J. F., Bachelor of Medicine. [254, 1590, 420, 1602]
tide-cell: 4.26 [216, 137, 234, 148]
list-item: Loan and Mercantile Agency Co. [254, 1686, 399, 1698]
list-item: Fisher, H., Baker and Confectioner. [254, 1356, 408, 1368]
masthead [17, 17, 1747, 68]
list-item: Taylor, J. G., Saddler, &c. [254, 2016, 367, 2028]
berber-dateline: CAIRO, July 1. [789, 1550, 866, 1564]
tide-cell: 0.13 [113, 137, 130, 148]
special-ads-heading: SPECIAL ADVERTISEMENTS. [254, 75, 474, 129]
supreme-text: At the Supreme Court Session, Epiha a Maori, was sentenced to three years for larceny. Richard Bristoe, the renumerate man, for forgery, was given three years. Henry Dever, on four charges of forgery, was sentenced to fourteen years. [718, 1219, 937, 1303]
logo-date: GISBORNE, THURSDAY, JULY 3. [486, 456, 705, 472]
